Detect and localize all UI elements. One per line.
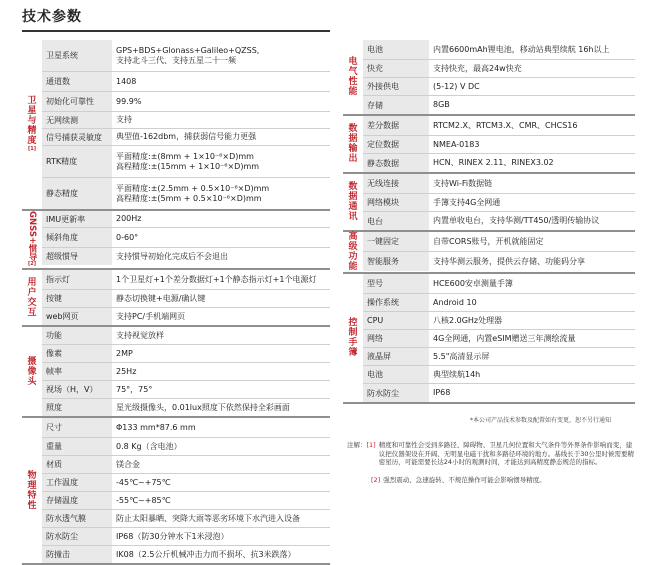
spec-key: 外接供电 [363, 78, 429, 95]
spec-key: 像素 [42, 345, 112, 362]
spec-value-line: IP68 [433, 388, 451, 397]
spec-group [22, 211, 330, 270]
spec-value-line: 镁合金 [116, 459, 140, 469]
spec-value-line: 支持快充，最高24w快充 [433, 63, 522, 73]
table-row [363, 329, 635, 347]
table-row [363, 174, 635, 193]
spec-value-line: 典型续航14h [433, 369, 481, 379]
spec-key: web网页 [42, 308, 112, 325]
spec-key: 指示灯 [42, 270, 112, 289]
table-row [363, 211, 635, 230]
spec-value-line: IP68（防30分钟水下1米浸泡） [116, 531, 229, 541]
spec-key: 电池 [363, 366, 429, 383]
spec-value [112, 308, 330, 325]
spec-key: 定位数据 [363, 136, 429, 153]
spec-key: 卫星系统 [42, 40, 112, 71]
spec-value [112, 399, 330, 416]
spec-value-line: 25Hz [116, 366, 137, 376]
spec-value [112, 345, 330, 362]
spec-value-line: 8GB [433, 100, 450, 109]
spec-key: RTK精度 [42, 146, 112, 177]
spec-value-line: (5-12) V DC [433, 81, 480, 91]
group-label-text: 卫 [27, 96, 37, 106]
table-row [42, 527, 330, 545]
group-label-text: 像 [27, 366, 37, 377]
group-label-text: 用 [27, 277, 37, 288]
group-label-text: 互 [27, 307, 37, 318]
spec-value-line: 0-60° [116, 232, 139, 242]
spec-value-line: IK08（2.5公斤机械冲击力而不损坏、抗3米跌落） [116, 549, 296, 559]
spec-value [429, 116, 635, 135]
spec-value-line: 八核2.0GHz处理器 [433, 315, 503, 325]
spec-value-line: 75°，75° [116, 384, 153, 394]
table-row [42, 211, 330, 227]
table-row [42, 398, 330, 416]
spec-key: 存储 [363, 96, 429, 114]
table-row [42, 491, 330, 509]
spec-key: 快充 [363, 60, 429, 77]
spec-value [112, 438, 330, 455]
spec-value-line: Φ133 mm*87.6 mm [116, 422, 196, 432]
group-label-text: 通 [348, 202, 358, 212]
spec-key: CPU [363, 312, 429, 329]
spec-value [112, 129, 330, 145]
table-row [363, 116, 635, 135]
spec-key: 防水防尘 [363, 384, 429, 402]
group-label-text: 高 [348, 232, 358, 242]
table-row [42, 307, 330, 325]
spec-value [429, 78, 635, 95]
spec-key: 材质 [42, 456, 112, 473]
spec-value-line: 支持 [116, 115, 132, 124]
spec-key: 重量 [42, 438, 112, 455]
spec-key: 静态精度 [42, 178, 112, 209]
spec-value [429, 136, 635, 153]
spec-value-line: 星光级摄像头，0.01lux照度下依然保持全彩画面 [116, 402, 290, 412]
spec-key: 静态数据 [363, 154, 429, 172]
group-label [22, 40, 42, 209]
table-row [42, 247, 330, 265]
spec-value [112, 528, 330, 545]
group-label [343, 116, 363, 172]
spec-key: 智能服务 [363, 252, 429, 271]
spec-value [429, 96, 635, 114]
spec-value [112, 418, 330, 437]
group-label-text: 气 [348, 67, 358, 77]
table-row [42, 270, 330, 289]
spec-value-line: 内置6600mAh锂电池，移动站典型续航 16h以上 [433, 44, 610, 54]
spec-value-line: 1408 [116, 76, 137, 86]
spec-value-line: 自带CORS账号，开机就能固定 [433, 236, 544, 246]
table-row [42, 71, 330, 91]
spec-value-line: 支持视觉放样 [116, 330, 164, 340]
spec-key: 电池 [363, 40, 429, 59]
group-label-text: 级 [348, 242, 358, 252]
note-number: [2] [371, 475, 381, 484]
spec-value-line: NMEA-0183 [433, 139, 480, 149]
spec-value [112, 112, 330, 128]
table-row [42, 91, 330, 111]
spec-value-line: 200Hz [116, 214, 142, 223]
spec-value [429, 330, 635, 347]
spec-value-line: 支持华测云服务，提供云存储、功能码分享 [433, 256, 585, 266]
spec-key: 通道数 [42, 72, 112, 91]
group-rows [363, 174, 635, 230]
spec-value-line: 手簿支持4G全网通 [433, 197, 501, 207]
spec-value-line: HCE600安卓测量手簿 [433, 278, 513, 288]
group-label-text: 讯 [348, 212, 358, 222]
spec-key: 超级惯导 [42, 248, 112, 265]
group-rows [42, 418, 330, 563]
spec-value-line: 4G全网通，内置eSIM赠送三年测绘流量 [433, 333, 576, 343]
spec-key: 帧率 [42, 363, 112, 380]
spec-key: 差分数据 [363, 116, 429, 135]
group-rows [363, 40, 635, 114]
group-label [343, 274, 363, 402]
spec-value-line: 支持惯导初始化完成后不会退出 [116, 251, 228, 261]
spec-value [112, 510, 330, 527]
spec-value-line: 防止太阳暴晒、突降大雨等恶劣环境下水汽进入设备 [116, 513, 300, 523]
spec-value [429, 154, 635, 172]
note-item-2 [347, 476, 637, 485]
spec-key: 网络 [363, 330, 429, 347]
spec-value [112, 492, 330, 509]
table-row [363, 293, 635, 311]
table-row [42, 455, 330, 473]
spec-value [112, 228, 330, 247]
spec-key: 初始化可靠性 [42, 92, 112, 111]
table-row [42, 111, 330, 128]
spec-value-line: 支持Wi-Fi数据链 [433, 178, 493, 188]
spec-value-line: 高程精度:±(5mm + 0.5×10⁻⁶×D)mm [116, 193, 262, 203]
spec-group [22, 327, 330, 418]
spec-group [343, 274, 635, 404]
spec-value-line: 0.8 Kg（含电池） [116, 441, 182, 451]
group-footnote-marker: [2] [27, 261, 37, 268]
spec-value-line: -45℃~+75℃ [116, 477, 171, 487]
table-row [363, 232, 635, 251]
title-underline [22, 30, 330, 32]
group-label-text: 制 [348, 328, 358, 338]
table-row [363, 77, 635, 95]
spec-key: 尺寸 [42, 418, 112, 437]
group-label [343, 232, 363, 272]
right-spec-table [343, 40, 635, 404]
group-label-text: 摄 [27, 356, 37, 367]
spec-value [112, 146, 330, 177]
notes-section [347, 441, 637, 493]
table-row [363, 95, 635, 114]
spec-value [112, 40, 330, 71]
notes-heading: 注解： [347, 441, 367, 449]
table-row [363, 251, 635, 271]
group-label-text: 数 [348, 182, 358, 192]
spec-value [429, 232, 635, 251]
spec-value [112, 248, 330, 265]
group-label-text: 据 [348, 192, 358, 202]
spec-value-line: 静态切换键+电源/确认键 [116, 293, 206, 303]
table-row [42, 289, 330, 307]
spec-value-line: 内置单收电台，支持华测/TT450/透明传输协议 [433, 216, 600, 225]
page-title: 技术参数 [22, 9, 82, 25]
table-row [42, 545, 330, 563]
spec-key: 型号 [363, 274, 429, 293]
group-rows [42, 327, 330, 416]
group-label [22, 418, 42, 563]
spec-value-line: 99.9% [116, 96, 142, 106]
group-rows [42, 270, 330, 325]
table-row [42, 418, 330, 437]
group-label-text: 理 [27, 480, 37, 491]
spec-key: 防水透气膜 [42, 510, 112, 527]
spec-value [112, 327, 330, 344]
spec-value [112, 363, 330, 380]
spec-value [112, 290, 330, 307]
table-row [363, 274, 635, 293]
spec-value [112, 92, 330, 111]
group-rows [363, 116, 635, 172]
spec-key: IMU更新率 [42, 211, 112, 227]
spec-group [22, 40, 330, 211]
group-label-text: 星 [27, 106, 37, 116]
group-rows [363, 232, 635, 272]
spec-key: 网络模块 [363, 194, 429, 211]
table-row [42, 145, 330, 177]
spec-value [429, 212, 635, 230]
spec-value-line: 1个卫星灯+1个差分数据灯+1个静态指示灯+1个电源灯 [116, 274, 317, 284]
spec-value [112, 178, 330, 209]
table-row [42, 473, 330, 491]
spec-key: 液晶屏 [363, 348, 429, 365]
spec-group [343, 116, 635, 174]
table-row [42, 177, 330, 209]
group-label-text: 电 [348, 57, 358, 67]
group-label-text: 户 [27, 287, 37, 298]
spec-value [429, 274, 635, 293]
group-label-text: 手 [348, 338, 358, 348]
group-label-text: GNSS+惯导 [27, 211, 37, 262]
spec-key: 无线连接 [363, 174, 429, 193]
spec-value-line: HCN、RINEX 2.11、RINEX3.02 [433, 158, 554, 167]
spec-value [429, 60, 635, 77]
group-label-text: 交 [27, 297, 37, 308]
group-label-text: 簿 [348, 348, 358, 358]
group-label-text: 度 [27, 136, 37, 146]
table-row [363, 365, 635, 383]
spec-value [112, 546, 330, 563]
spec-value-line: Android 10 [433, 297, 477, 307]
spec-value [112, 72, 330, 91]
group-label-text: 能 [348, 87, 358, 97]
spec-value [429, 312, 635, 329]
spec-key: 信号捕获灵敏度 [42, 129, 112, 145]
group-label-text: 性 [27, 500, 37, 511]
spec-key: 工作温度 [42, 474, 112, 491]
spec-value [112, 211, 330, 227]
spec-value [429, 366, 635, 383]
spec-value-line: -55℃~+85℃ [116, 495, 171, 505]
note-text: 精度和可靠性会受到多路径、障碍物、卫星几何位置和大气条件等外界条件影响而变，建议把仪器架设在开阔、无明显电磁干扰和多路径环境的地方。基线长于30公里时候需要精密星历，可能需要长达24小时的观测时间，才能达到高精度静态规范的指标。 [378, 441, 634, 467]
spec-group [22, 270, 330, 327]
group-label [22, 270, 42, 325]
spec-value-line: 2MP [116, 348, 133, 358]
table-row [42, 362, 330, 380]
spec-key: 按键 [42, 290, 112, 307]
group-label [22, 327, 42, 416]
group-rows [363, 274, 635, 402]
group-rows [42, 40, 330, 209]
table-row [363, 135, 635, 153]
spec-key: 防水防尘 [42, 528, 112, 545]
table-row [363, 347, 635, 365]
spec-value-line: 平面精度:±(8mm + 1×10⁻⁶×D)mm [116, 151, 254, 161]
spec-value [112, 474, 330, 491]
group-label-text: 物 [27, 470, 37, 481]
group-rows [42, 211, 330, 268]
table-row [42, 227, 330, 247]
note-text: 强烈震动、急速旋转、不规范操作可能会影响惯导精度。 [383, 475, 546, 484]
group-label-text: 特 [27, 490, 37, 501]
table-row [42, 380, 330, 398]
spec-key: 操作系统 [363, 294, 429, 311]
spec-key: 防撞击 [42, 546, 112, 563]
group-label [343, 40, 363, 114]
table-row [42, 40, 330, 71]
group-label [22, 211, 42, 268]
spec-value-line: 典型值-162dbm，捕获弱信号能力更强 [116, 132, 257, 141]
spec-key: 一键固定 [363, 232, 429, 251]
spec-value-line: RTCM2.X、RTCM3.X、CMR、CHCS16 [433, 120, 578, 130]
spec-value [429, 348, 635, 365]
spec-group [22, 418, 330, 565]
spec-value [429, 252, 635, 271]
spec-value-line: 高程精度:±(15mm + 1×10⁻⁶×D)mm [116, 161, 260, 171]
note-number: [1] [366, 441, 376, 449]
group-label-text: 控 [348, 318, 358, 328]
table-row [363, 383, 635, 402]
spec-value [429, 194, 635, 211]
table-row [42, 344, 330, 362]
group-label-text: 头 [27, 376, 37, 387]
spec-value-line: GPS+BDS+Glonass+Galileo+QZSS, [116, 45, 260, 55]
table-row [42, 327, 330, 344]
group-label-text: 精 [27, 126, 37, 136]
spec-value-line: 5.5"高清显示屏 [433, 351, 490, 361]
table-row [363, 40, 635, 59]
spec-key: 视场（H，V） [42, 381, 112, 398]
spec-key: 功能 [42, 327, 112, 344]
spec-value-line: 支持北斗三代、支持五星二十一频 [116, 55, 236, 65]
spec-value [429, 294, 635, 311]
spec-value-line: 平面精度:±(2.5mm + 0.5×10⁻⁶×D)mm [116, 183, 270, 193]
spec-key: 电台 [363, 212, 429, 230]
spec-group [343, 40, 635, 116]
group-label-text: 据 [348, 134, 358, 144]
spec-value [112, 456, 330, 473]
table-row [42, 128, 330, 145]
group-label-text: 功 [348, 252, 358, 262]
left-spec-table [22, 40, 330, 565]
group-label-text: 数 [348, 124, 358, 134]
group-footnote-marker: [1] [27, 146, 37, 152]
spec-value [429, 174, 635, 193]
table-row [363, 59, 635, 77]
table-row [363, 193, 635, 211]
spec-key: 倾斜角度 [42, 228, 112, 247]
spec-value-line: 支持PC/手机端网页 [116, 311, 186, 321]
spec-group [343, 232, 635, 274]
spec-group [343, 174, 635, 232]
group-label-text: 性 [348, 77, 358, 87]
group-label-text: 出 [348, 154, 358, 164]
table-row [42, 509, 330, 527]
spec-value [112, 270, 330, 289]
group-label [343, 174, 363, 230]
table-row [363, 153, 635, 172]
disclaimer-text: *本公司产品技术参数及配置如有变更，恕不另行通知 [470, 417, 612, 424]
table-row [363, 311, 635, 329]
spec-key: 照度 [42, 399, 112, 416]
spec-value [112, 381, 330, 398]
spec-value [429, 384, 635, 402]
spec-value [429, 40, 635, 59]
spec-key: 无网续测 [42, 112, 112, 128]
note-item-1 [347, 441, 637, 467]
group-label-text: 与 [27, 116, 37, 126]
spec-key: 存储温度 [42, 492, 112, 509]
group-label-text: 输 [348, 144, 358, 154]
group-label-text: 能 [348, 262, 358, 272]
table-row [42, 437, 330, 455]
